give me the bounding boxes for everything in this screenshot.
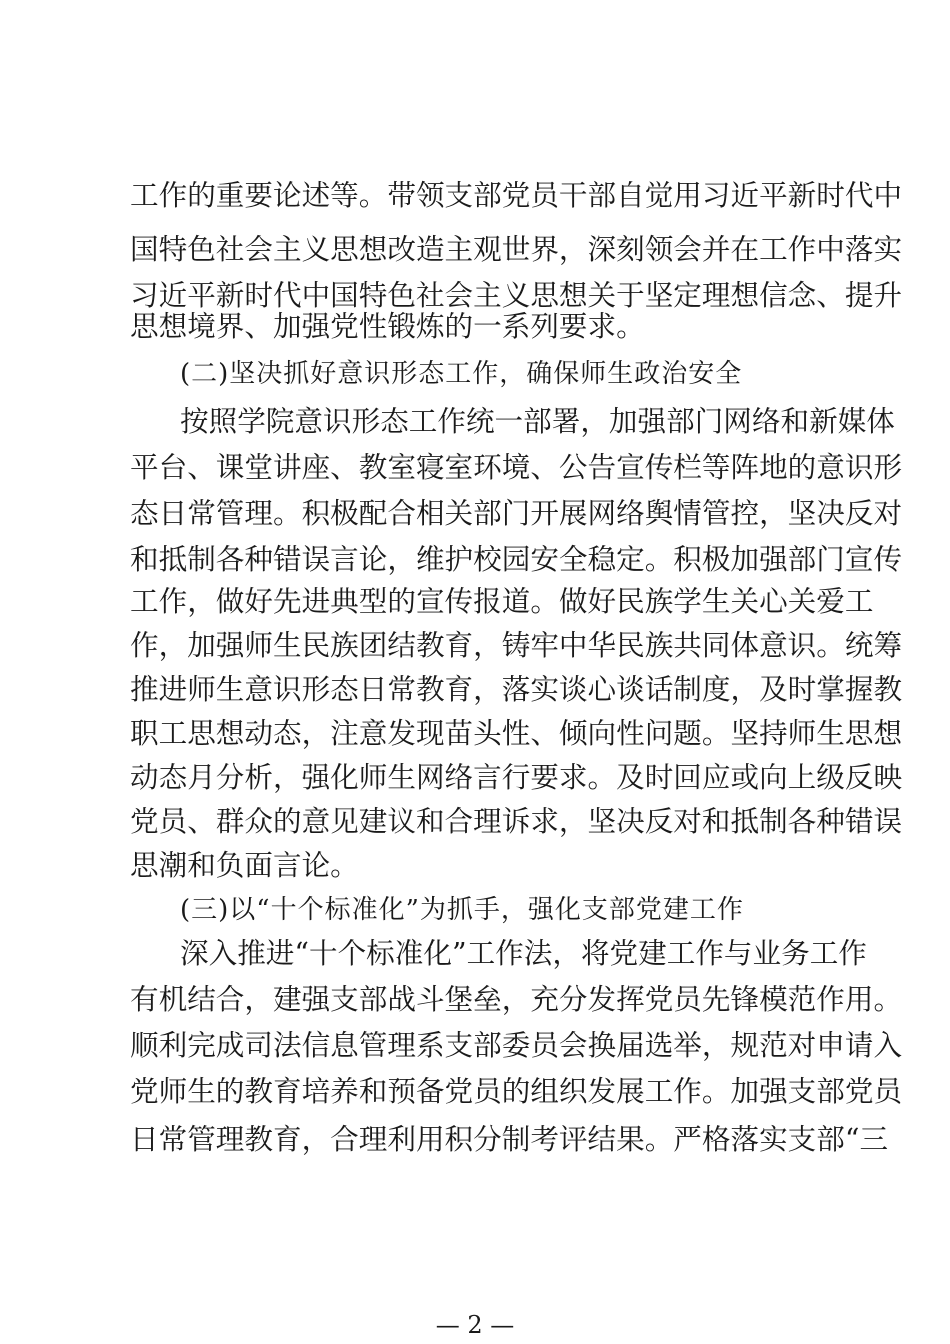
paragraph-line: 按照学院意识形态工作统一部署，加强部门网络和新媒体 [180,404,895,438]
paragraph-line: 思想境界、加强党性锻炼的一系列要求。 [130,309,645,343]
section-heading: (二)坚决抓好意识形态工作，确保师生政治安全 [180,359,743,389]
paragraph-line: 动态月分析，强化师生网络言行要求。及时回应或向上级反映 [130,760,903,794]
paragraph-line: 推进师生意识形态日常教育，落实谈心谈话制度，及时掌握教 [130,672,903,706]
paragraph-line: 和抵制各种错误言论，维护校园安全稳定。积极加强部门宣传 [130,542,903,576]
paragraph-line: 思潮和负面言论。 [130,848,359,882]
paragraph-line: 党员、群众的意见建议和合理诉求，坚决反对和抵制各种错误 [130,804,903,838]
paragraph-line: 有机结合，建强支部战斗堡垒，充分发挥党员先锋模范作用。 [130,982,903,1016]
paragraph-line: 深入推进“十个标准化”工作法，将党建工作与业务工作 [180,936,867,970]
paragraph-line: 国特色社会主义思想改造主观世界，深刻领会并在工作中落实 [130,232,903,266]
paragraph-line: 顺利完成司法信息管理系支部委员会换届选举，规范对申请入 [130,1028,903,1062]
paragraph-line: 工作，做好先进典型的宣传报道。做好民族学生关心关爱工 [130,584,874,618]
section-heading: (三)以“十个标准化”为抓手，强化支部党建工作 [180,895,744,925]
page-number: — 2 — [435,1311,515,1339]
paragraph-line: 工作的重要论述等。带领支部党员干部自觉用习近平新时代中 [130,178,903,212]
paragraph-line: 习近平新时代中国特色社会主义思想关于坚定理想信念、提升 [130,278,903,312]
paragraph-line: 党师生的教育培养和预备党员的组织发展工作。加强支部党员 [130,1074,903,1108]
paragraph-line: 态日常管理。积极配合相关部门开展网络舆情管控，坚决反对 [130,496,903,530]
paragraph-line: 平台、课堂讲座、教室寝室环境、公告宣传栏等阵地的意识形 [130,450,903,484]
paragraph-line: 职工思想动态，注意发现苗头性、倾向性问题。坚持师生思想 [130,716,903,750]
paragraph-line: 日常管理教育，合理利用积分制考评结果。严格落实支部“三 [130,1122,889,1156]
paragraph-line: 作，加强师生民族团结教育，铸牢中华民族共同体意识。统筹 [130,628,903,662]
